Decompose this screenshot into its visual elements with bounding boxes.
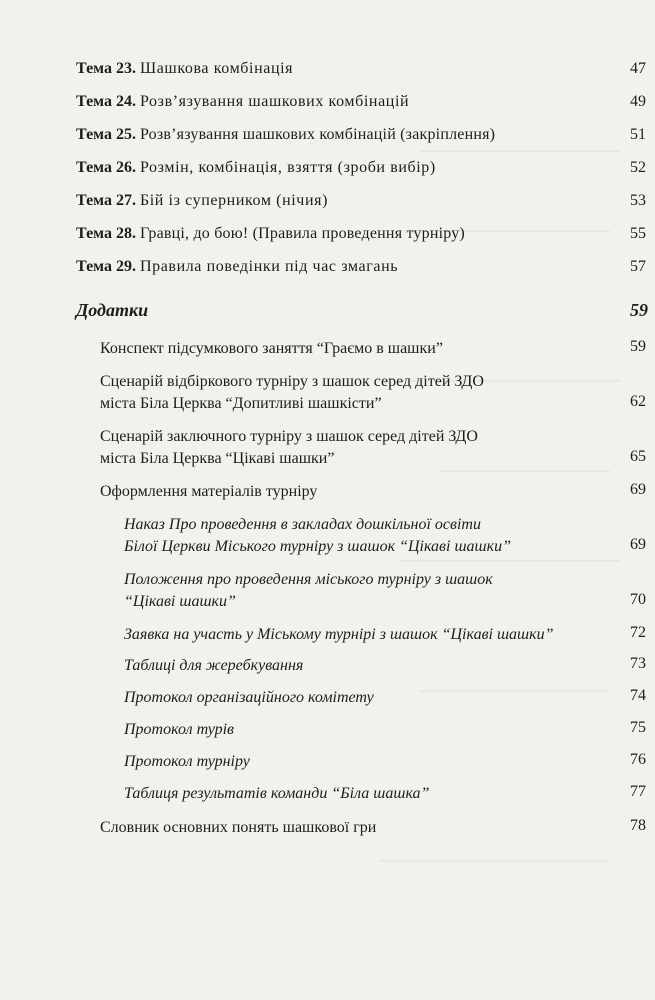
toc-topic-24: Тема 24. Розв’язування шашкових комбінацій — [76, 93, 410, 110]
toc-page-number: 47 — [630, 60, 646, 77]
toc-page-number: 77 — [630, 783, 646, 800]
toc-subentry-regulation: Положення про проведення міського турніру з шашок “Цікаві шашки” — [124, 571, 493, 610]
toc-page-number: 75 — [630, 719, 646, 736]
toc-subentry-committee-protocol: Протокол організаційного комітету — [124, 689, 374, 706]
toc-page-number: 70 — [630, 591, 646, 608]
toc-topic-27: Тема 27. Бій із суперником (нічия) — [76, 192, 329, 209]
toc-page-number: 69 — [630, 536, 646, 553]
toc-subentry-tournament-protocol: Протокол турніру — [124, 753, 250, 770]
toc-subentry-order: Наказ Про проведення в закладах дошкільної освіти Білої Церкви Міського турніру з шашок “Цікаві шашки” — [124, 516, 511, 555]
toc-page-number: 51 — [630, 126, 646, 143]
toc-topic-29: Тема 29. Правила поведінки під час змагань — [76, 258, 399, 275]
toc-entry-summary-lesson: Конспект підсумкового заняття “Граємо в шашки” — [100, 340, 443, 357]
toc-page-number: 49 — [630, 93, 646, 110]
toc-entry-final-scenario: Сценарій заключного турніру з шашок серед дітей ЗДО міста Біла Церква “Цікаві шашки” — [100, 428, 478, 467]
toc-page-number: 52 — [630, 159, 646, 176]
toc-topic-26: Тема 26. Розмін, комбінація, взяття (зроби вибір) — [76, 159, 436, 176]
toc-page-number: 59 — [630, 338, 646, 355]
toc-subentry-rounds-protocol: Протокол турів — [124, 721, 234, 738]
toc-entry-materials: Оформлення матеріалів турніру — [100, 483, 318, 500]
toc-topic-23: Тема 23. Шашкова комбінація — [76, 60, 294, 77]
toc-subentry-results-table: Таблиця результатів команди “Біла шашка” — [124, 785, 430, 802]
section-page-number: 59 — [630, 300, 648, 320]
toc-page-number: 65 — [630, 448, 646, 465]
toc-page-number: 55 — [630, 225, 646, 242]
toc-page-number: 53 — [630, 192, 646, 209]
toc-entry-glossary: Словник основних понять шашкової гри — [100, 819, 377, 836]
toc-page-number: 57 — [630, 258, 646, 275]
toc-page-number: 62 — [630, 393, 646, 410]
toc-topic-25: Тема 25. Розв’язування шашкових комбінацій (закріплення) — [76, 126, 496, 143]
toc-page-number: 72 — [630, 624, 646, 641]
toc-subentry-application: Заявка на участь у Міському турнірі з шашок “Цікаві шашки” — [124, 626, 554, 643]
toc-topic-28: Тема 28. Гравці, до бою! (Правила проведення турніру) — [76, 225, 465, 242]
toc-page-number: 76 — [630, 751, 646, 768]
toc-page-number: 69 — [630, 481, 646, 498]
toc-page-number: 73 — [630, 655, 646, 672]
section-title-appendix: Додатки — [76, 300, 149, 320]
toc-subentry-draw-tables: Таблиці для жеребкування — [124, 657, 304, 674]
toc-page-number: 74 — [630, 687, 646, 704]
toc-page-number: 78 — [630, 817, 646, 834]
toc-entry-qualifying-scenario: Сценарій відбіркового турніру з шашок серед дітей ЗДО міста Біла Церква “Допитливі шашкісти” — [100, 373, 484, 412]
